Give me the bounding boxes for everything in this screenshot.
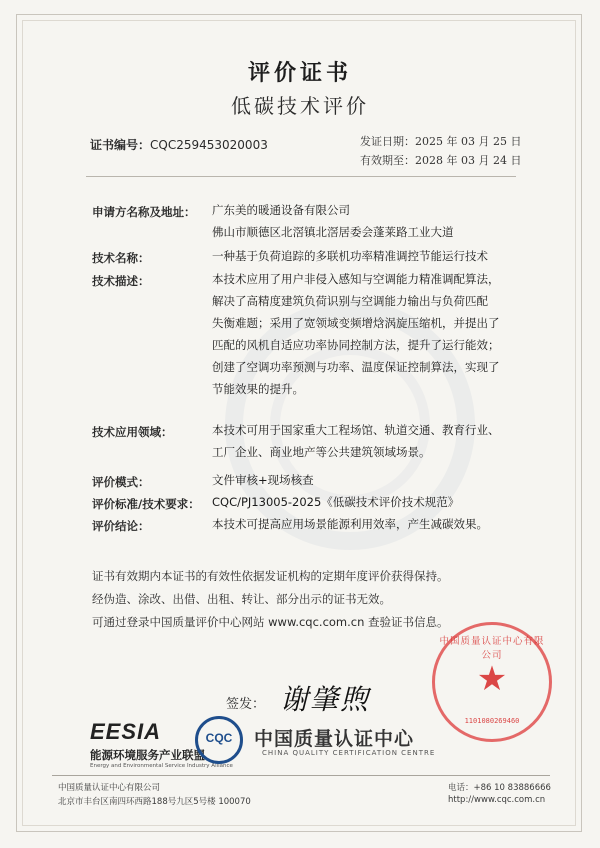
expiry-date-value: 2028 年 03 月 24 日	[415, 154, 522, 167]
cqc-chinese-name: 中国质量认证中心	[254, 728, 415, 750]
footer-org: 中国质量认证中心有限公司	[58, 783, 161, 793]
eesia-chinese-name: 能源环境服务产业联盟	[90, 748, 205, 762]
certificate-subtitle: 低碳技术评价	[231, 94, 369, 118]
eesia-english-name: Energy and Environmental Service Industry Alliance	[90, 763, 233, 769]
application-line: 工厂企业、商业地产等公共建筑领域场景。	[212, 445, 431, 459]
application-line: 本技术可用于国家重大工程场馆、轨道交通、教育行业、	[212, 423, 500, 437]
expiry-date	[360, 151, 521, 170]
header-divider	[86, 176, 516, 177]
verify-note: 可通过登录中国质量评价中心网站 www.cqc.com.cn 查验证书信息。	[92, 615, 449, 629]
tech-name: 一种基于负荷追踪的多联机功率精准调控节能运行技术	[212, 249, 488, 263]
seal-star-icon: ★	[476, 659, 508, 699]
tech-desc-line: 解决了高精度建筑负荷识别与空调能力输出与负荷匹配	[212, 294, 488, 308]
cqc-logo-text: CQC	[205, 731, 233, 745]
certificate-number-value: CQC259453020003	[150, 138, 268, 152]
certificate-number-label: 证书编号：	[90, 138, 151, 152]
standard-label: 评价标准/技术要求：	[92, 497, 200, 511]
applicant-address: 佛山市顺德区北滘镇北滘居委会蓬莱路工业大道	[212, 225, 454, 239]
tech-desc-line: 创建了空调功率预测与功率、温度保证控制算法，实现了	[212, 360, 500, 374]
application-fields	[212, 419, 532, 463]
certificate-title: 评价证书	[247, 61, 352, 86]
signature-label: 签发：	[226, 697, 266, 712]
mode-label: 评价模式：	[92, 475, 150, 489]
tech-desc-line: 失衡难题；采用了宽领域变频增焓涡旋压缩机，并提出了	[212, 316, 500, 330]
certificate-dates	[360, 132, 521, 170]
footer-divider	[52, 775, 550, 776]
tech-name-label: 技术名称：	[92, 251, 150, 265]
invalid-note: 经伪造、涂改、出借、出租、转让、部分出示的证书无效。	[92, 592, 391, 606]
evaluation-conclusion: 本技术可提高应用场景能源利用效率，产生减碳效果。	[212, 517, 488, 531]
certificate-number	[90, 136, 268, 153]
footer-phone: 电话：+86 10 83886666	[448, 783, 551, 793]
signature: 谢肇煦	[280, 683, 371, 716]
tech-desc-label: 技术描述：	[92, 274, 150, 288]
applicant-name: 广东美的暖通设备有限公司	[212, 203, 350, 217]
expiry-date-label: 有效期至：	[360, 154, 415, 167]
seal-text: 中国质量认证中心有限公司	[439, 636, 545, 661]
footer-website: http://www.cqc.com.cn	[448, 795, 546, 805]
cqc-english-name: CHINA QUALITY CERTIFICATION CENTRE	[262, 749, 436, 757]
issue-date-label: 发证日期：	[360, 135, 415, 148]
cqc-logo-icon	[195, 716, 243, 764]
evaluation-mode: 文件审核+现场核查	[212, 473, 314, 487]
application-label: 技术应用领域：	[92, 425, 173, 439]
validity-note: 证书有效期内本证书的有效性依据发证机构的定期年度评价获得保持。	[92, 569, 449, 583]
issue-date-value: 2025 年 03 月 25 日	[415, 135, 522, 148]
tech-desc-line: 匹配的风机自适应功率协同控制方法，提升了运行能效；	[212, 338, 500, 352]
conclusion-label: 评价结论：	[92, 519, 150, 533]
official-seal	[432, 622, 552, 742]
tech-desc-line: 本技术应用了用户非侵入感知与空调能力精准调配算法，	[212, 272, 500, 286]
tech-desc	[212, 268, 532, 400]
tech-desc-line: 节能效果的提升。	[212, 382, 304, 396]
seal-number: 1101080269460	[464, 717, 520, 725]
eesia-wordmark: EESIA	[90, 719, 162, 744]
evaluation-standard: CQC/PJ13005-2025《低碳技术评价技术规范》	[212, 495, 460, 509]
applicant-label: 申请方名称及地址：	[92, 205, 196, 219]
footer-address: 北京市丰台区南四环西路188号九区5号楼 100070	[58, 797, 251, 807]
issue-date	[360, 132, 521, 151]
